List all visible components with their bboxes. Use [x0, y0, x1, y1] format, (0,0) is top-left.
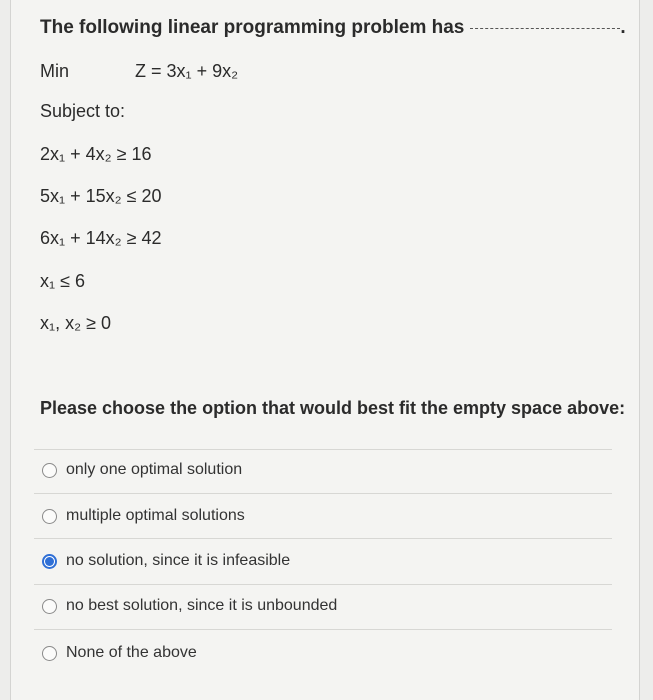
option-label: only one optimal solution [66, 461, 243, 478]
objective-type: Min [40, 61, 70, 81]
constraint-3: 6x₁ + 14x₂ ≥ 42 [40, 228, 162, 248]
option-label: no best solution, since it is unbounded [66, 597, 338, 614]
option-divider [34, 538, 612, 539]
option-label: multiple optimal solutions [66, 507, 245, 524]
constraint-2: 5x₁ + 15x₂ ≤ 20 [40, 186, 162, 206]
option-unbounded[interactable] [42, 594, 337, 618]
option-label: None of the above [66, 644, 197, 661]
blank-terminator: . [620, 17, 626, 38]
answer-blank [470, 28, 620, 29]
choice-prompt: Please choose the option that would best fit the empty space above: [40, 398, 626, 418]
option-divider [34, 584, 612, 585]
option-divider [34, 493, 612, 494]
subject-to-label: Subject to: [40, 101, 126, 121]
radio-button[interactable] [42, 463, 57, 478]
constraint-nonnegativity: x₁, x₂ ≥ 0 [40, 313, 111, 333]
option-none-of-above[interactable] [42, 641, 197, 665]
radio-button[interactable] [42, 646, 57, 661]
option-divider [34, 449, 612, 450]
objective-function: Z = 3x₁ + 9x₂ [135, 61, 239, 81]
option-only-one-optimal[interactable] [42, 458, 242, 482]
constraint-1: 2x₁ + 4x₂ ≥ 16 [40, 144, 152, 164]
option-infeasible[interactable] [42, 549, 290, 573]
question-stem [40, 17, 626, 39]
question-intro: The following linear programming problem has [40, 17, 465, 38]
constraint-4: x₁ ≤ 6 [40, 271, 85, 291]
option-label: no solution, since it is infeasible [66, 552, 291, 569]
radio-button[interactable] [42, 599, 57, 614]
option-multiple-optimal[interactable] [42, 504, 245, 528]
radio-button[interactable] [42, 509, 57, 524]
radio-button-selected[interactable] [42, 554, 57, 569]
option-divider [34, 629, 612, 630]
